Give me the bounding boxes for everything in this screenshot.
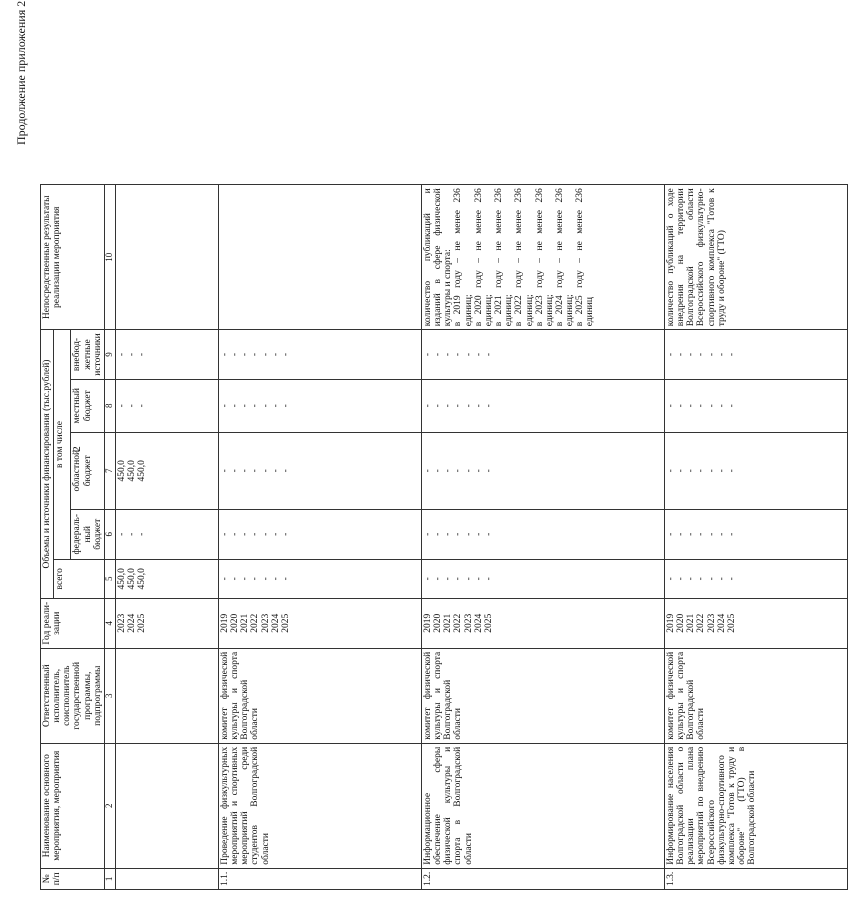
total-cell: 450,0 450,0 450,0 (115, 559, 218, 598)
result-cell: количество публикаций о ходе внедрения на территории Волгоградской области Всероссийского физкультурно-спортивного комплекса "Готов к труду и обороне" (ГТО) (664, 185, 847, 330)
table-row (218, 185, 421, 890)
activity-name: Информационное обеспечение сферы физической культуры и спорта в Волгоградской области (421, 743, 664, 868)
extra-cell: - - - - - - - (421, 330, 664, 379)
years-cell: 2019 2020 2021 2022 2023 2024 2025 (664, 598, 847, 648)
federal-cell: - - - - - - - (218, 509, 421, 559)
header-results: Непосредственные результаты реализации мероприятия (41, 185, 105, 330)
header-name: Наименование основного мероприятия, мероприятия (41, 743, 105, 868)
responsible-executor: комитет физической культуры и спорта Волгоградской области (421, 648, 664, 743)
local-cell: - - - - - - - (421, 379, 664, 432)
appendix-label: Продолжение приложения 2 (14, 0, 28, 145)
row-number: 1.1. (218, 868, 421, 889)
column-number: 7 (104, 432, 115, 509)
header-regional: областной бюджет (71, 432, 104, 509)
header-responsible: Ответственный исполнитель, соисполнитель государственной программы, подпрограммы (41, 648, 105, 743)
header-no: № п/п (41, 868, 105, 889)
row-number: 1.3. (664, 868, 847, 889)
table-row (664, 185, 847, 890)
years-cell: 2019 2020 2021 2022 2023 2024 2025 (421, 598, 664, 648)
page-number: 2 (71, 446, 83, 452)
column-number: 10 (104, 185, 115, 330)
federal-cell: - - - - - - - (421, 509, 664, 559)
header-extra: внебюд-жетные источники (71, 330, 104, 379)
total-cell: - - - - - - - (664, 559, 847, 598)
column-numbers-row (104, 185, 115, 890)
regional-cell: - - - - - - - (421, 432, 664, 509)
header-total: всего (54, 559, 105, 598)
row-number (115, 868, 218, 889)
table-body (115, 185, 847, 890)
column-number: 2 (104, 743, 115, 868)
total-cell: - - - - - - - (218, 559, 421, 598)
result-cell (218, 185, 421, 330)
responsible-executor: комитет физической культуры и спорта Волгоградской области (664, 648, 847, 743)
column-number: 5 (104, 559, 115, 598)
table-row (421, 185, 664, 890)
local-cell: - - - - - - - (218, 379, 421, 432)
column-number: 4 (104, 598, 115, 648)
federal-cell: - - - - - - - (664, 509, 847, 559)
extra-cell: - - - - - - - (664, 330, 847, 379)
row-number: 1.2. (421, 868, 664, 889)
header-local: местный бюджет (71, 379, 104, 432)
regional-cell: 450,0 450,0 450,0 (115, 432, 218, 509)
extra-cell: - - - (115, 330, 218, 379)
activity-name (115, 743, 218, 868)
local-cell: - - - - - - - (664, 379, 847, 432)
total-cell: - - - - - - - (421, 559, 664, 598)
activity-name: Информирование населения Волгоградской области о реализации плана мероприятий по внедрению Всероссийского физкультурно-спортивного комплекса "Готов к труду и обороне" (ГТО) в Волгоградской области (664, 743, 847, 868)
program-table (40, 184, 848, 890)
header-financing: Объемы и источники финансирования (тыс.рублей) (41, 330, 54, 598)
column-number: 8 (104, 379, 115, 432)
result-cell (115, 185, 218, 330)
column-number: 3 (104, 648, 115, 743)
years-cell: 2019 2020 2021 2022 2023 2024 2025 (218, 598, 421, 648)
header-year: Год реали-зации (41, 598, 105, 648)
header-federal: федераль-ный бюджет (71, 509, 104, 559)
federal-cell: - - - (115, 509, 218, 559)
column-number: 6 (104, 509, 115, 559)
local-cell: - - - (115, 379, 218, 432)
years-cell: 2023 2024 2025 (115, 598, 218, 648)
column-number: 1 (104, 868, 115, 889)
column-number: 9 (104, 330, 115, 379)
extra-cell: - - - - - - - (218, 330, 421, 379)
header-including: в том числе (54, 330, 71, 559)
regional-cell: - - - - - - - (664, 432, 847, 509)
responsible-executor: комитет физической культуры и спорта Волгоградской области (218, 648, 421, 743)
table-row (115, 185, 218, 890)
activity-name: Проведение физкультурных мероприятий и спортивных мероприятий среди студентов Волгоградской области (218, 743, 421, 868)
result-cell: количество публикаций и изданий в сфере физической культуры и спорта: в 2019 году – не менее 236 единиц; в 2020 году – не менее 236 единиц; в 2021 году – не менее 236 единиц; в 2022 году – не менее 236 единиц; в 2023 году – не менее 236 единиц; в 2024 году – не менее 236 единиц; в 2025 году – не менее 236 единиц (421, 185, 664, 330)
regional-cell: - - - - - - - (218, 432, 421, 509)
responsible-executor (115, 648, 218, 743)
